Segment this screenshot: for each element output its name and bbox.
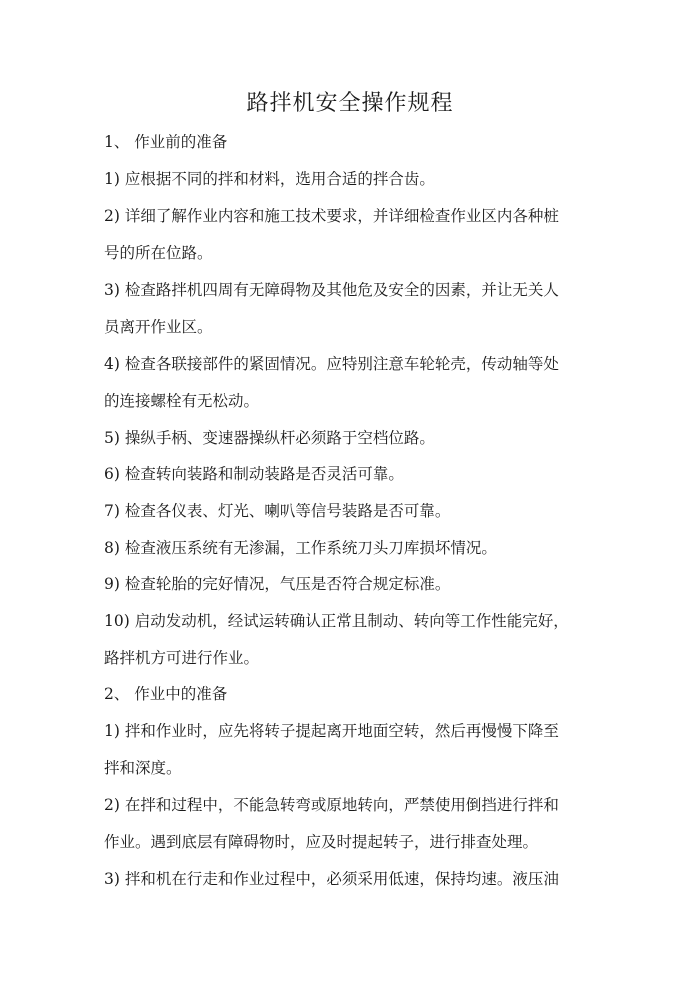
paragraph-line: 3) 拌和机在行走和作业过程中，必须采用低速，保持均速。液压油 xyxy=(104,870,559,888)
paragraph-line: 6) 检查转向装路和制动装路是否灵活可靠。 xyxy=(104,465,404,483)
paragraph-line: 8) 检查液压系统有无渗漏，工作系统刀头刀库损坏情况。 xyxy=(104,539,497,557)
paragraph-line: 4) 检查各联接部件的紧固情况。应特别注意车轮轮壳，传动轴等处 xyxy=(104,355,559,373)
document-title: 路拌机安全操作规程 xyxy=(246,91,454,116)
paragraph-line: 5) 操纵手柄、变速器操纵杆必须路于空档位路。 xyxy=(104,429,435,447)
paragraph-line: 7) 检查各仪表、灯光、喇叭等信号装路是否可靠。 xyxy=(104,502,451,520)
paragraph-line: 作业。遇到底层有障碍物时，应及时提起转子，进行排查处理。 xyxy=(104,833,539,851)
paragraph-line: 号的所在位路。 xyxy=(104,244,213,262)
section-heading-2: 2、 作业中的准备 xyxy=(104,685,228,703)
paragraph-line: 3) 检查路拌机四周有无障碍物及其他危及安全的因素，并让无关人 xyxy=(104,281,559,299)
section-heading-1: 1、 作业前的准备 xyxy=(104,133,228,151)
paragraph-line: 拌和深度。 xyxy=(104,759,182,777)
paragraph-line: 9) 检查轮胎的完好情况，气压是否符合规定标准。 xyxy=(104,575,451,593)
paragraph-line: 1) 应根据不同的拌和材料，选用合适的拌合齿。 xyxy=(104,170,435,188)
paragraph-line: 路拌机方可进行作业。 xyxy=(104,649,260,667)
paragraph-line: 员离开作业区。 xyxy=(104,318,213,336)
paragraph-line: 2) 在拌和过程中，不能急转弯或原地转向，严禁使用倒挡进行拌和 xyxy=(104,796,559,814)
paragraph-line: 2) 详细了解作业内容和施工技术要求，并详细检查作业区内各种桩 xyxy=(104,207,559,225)
paragraph-line: 1) 拌和作业时，应先将转子提起离开地面空转，然后再慢慢下降至 xyxy=(104,722,559,740)
paragraph-line: 的连接螺栓有无松动。 xyxy=(104,392,260,410)
paragraph-line: 10) 启动发动机，经试运转确认正常且制动、转向等工作性能完好， xyxy=(104,612,569,630)
